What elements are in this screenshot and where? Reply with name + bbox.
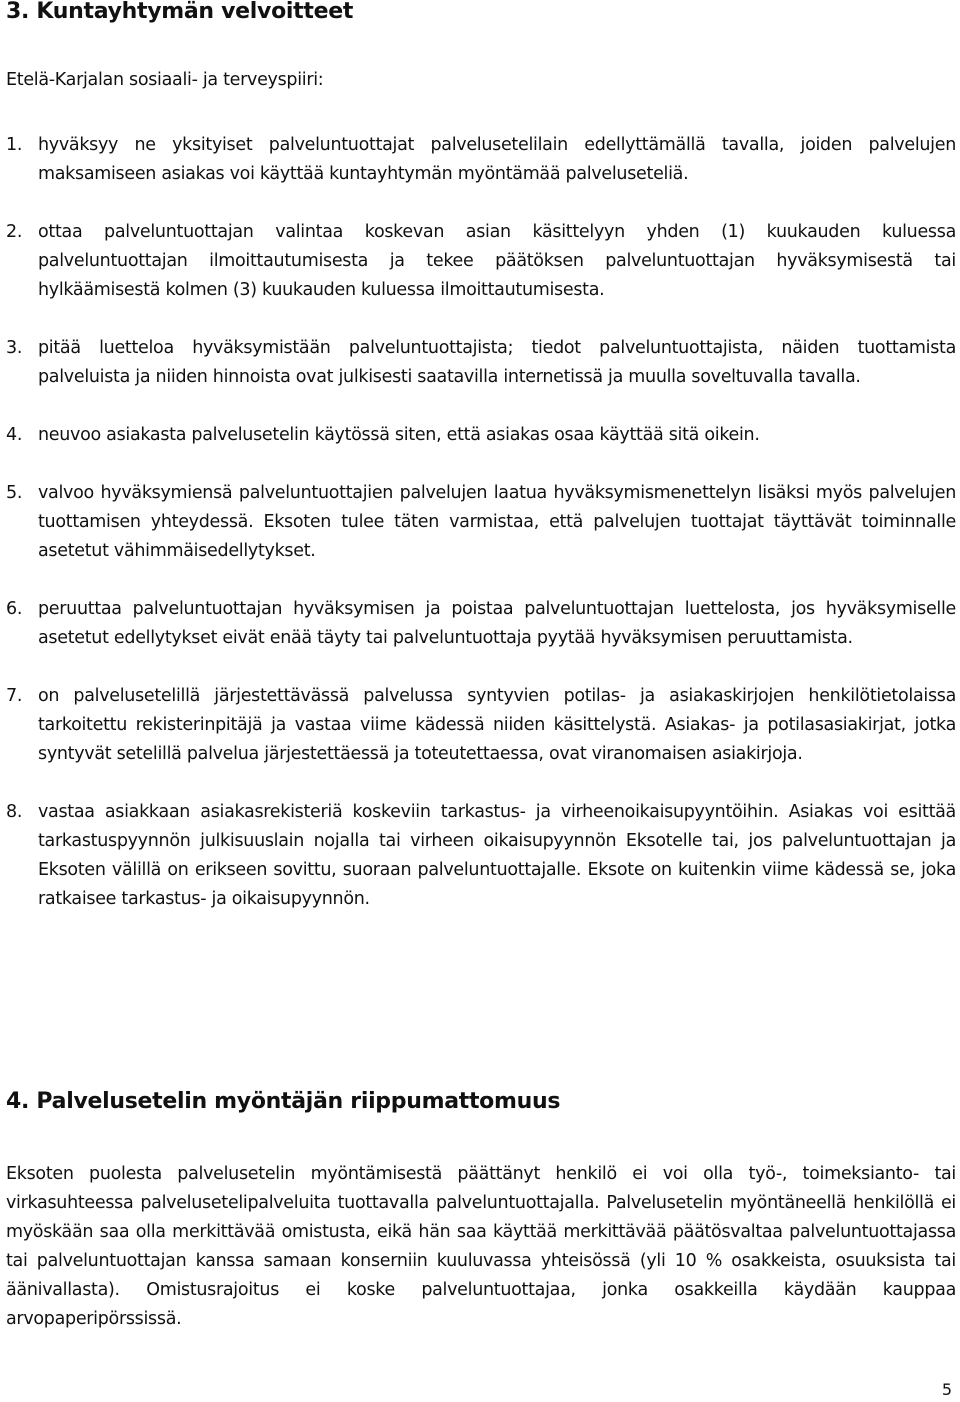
list-item-number: 3.	[6, 338, 23, 358]
list-item	[6, 131, 956, 189]
list-item-text: pitää luetteloa hyväksymistään palveluntuottajista; tiedot palveluntuottajista, näiden tuottamista palveluista ja niiden hinnoista ovat julkisesti saatavilla internetissä ja muulla soveltuvalla tavalla.	[38, 338, 956, 387]
list-item-text: on palvelusetelillä järjestettävässä palvelussa syntyvien potilas- ja asiakaskirjojen henkilötietolaissa tarkoitettu rekisterinpitäjä ja vastaa viime kädessä niiden käsittelystä. Asiakas- ja potilasasiakirjat, jotka syntyvät setelillä palvelua järjestettäessä ja toteutettaessa, ovat viranomaisen asiakirjoja.	[38, 686, 956, 764]
list-item-number: 7.	[6, 686, 23, 706]
list-item-text: hyväksyy ne yksityiset palveluntuottajat palvelusetelilain edellyttämällä tavalla, joiden palvelujen maksamiseen asiakas voi käyttää kuntayhtymän myöntämää palveluseteliä.	[38, 135, 956, 184]
list-item-text: neuvoo asiakasta palvelusetelin käytössä siten, että asiakas osaa käyttää sitä oikein.	[38, 425, 760, 445]
list-item-number: 4.	[6, 425, 23, 445]
list-item	[6, 334, 956, 392]
list-item-text: valvoo hyväksymiensä palveluntuottajien palvelujen laatua hyväksymismenettelyn lisäksi myös palvelujen tuottamisen yhteydessä. Eksoten tulee täten varmistaa, että palvelujen tuottajat täyttävät toiminnalle asetetut vähimmäisedellytykset.	[38, 483, 956, 561]
list-item	[6, 682, 956, 769]
list-item-text: vastaa asiakkaan asiakasrekisteriä koskeviin tarkastus- ja virheenoikaisupyyntöihin. Asiakas voi esittää tarkastuspyynnön julkisuuslain nojalla tai virheen oikaisupyynnön Eksotelle tai, jos palveluntuottajan ja Eksoten välillä on erikseen sovittu, suoraan palveluntuottajalle. Eksote on kuitenkin viime kädessä se, joka ratkaisee tarkastus- ja oikaisupyynnön.	[38, 802, 956, 909]
list-item-number: 1.	[6, 135, 23, 155]
list-item	[6, 798, 956, 914]
obligations-list	[6, 131, 956, 943]
list-item	[6, 479, 956, 566]
list-item-number: 5.	[6, 483, 23, 503]
list-item-text: ottaa palveluntuottajan valintaa koskevan asian käsittelyyn yhden (1) kuukauden kuluessa palveluntuottajan ilmoittautumisesta ja tekee päätöksen palveluntuottajan hyväksymisestä tai hylkäämisestä kolmen (3) kuukauden kuluessa ilmoittautumisesta.	[38, 222, 956, 300]
section-4-paragraph: Eksoten puolesta palvelusetelin myöntämisestä päättänyt henkilö ei voi olla työ-, toimeksianto- tai virkasuhteessa palvelusetelipalveluita tuottavalla palveluntuottajalla. Palvelusetelin myöntäneellä henkilöllä ei myöskään saa olla merkittävää omistusta, eikä hän saa käyttää merkittävää päätösvaltaa palveluntuottajassa tai palveluntuottajan kanssa samaan konserniin kuuluvassa yhteisössä (yli 10 % osakkeista, osuuksista tai äänivallasta). Omistusrajoitus ei koske palveluntuottajaa, jonka osakkeilla käydään kauppaa arvopaperipörssissä.	[6, 1164, 956, 1329]
list-item-text: peruuttaa palveluntuottajan hyväksymisen ja poistaa palveluntuottajan luettelosta, jos hyväksymiselle asetetut edellytykset eivät enää täyty tai palveluntuottaja pyytää hyväksymisen peruuttamista.	[38, 599, 956, 648]
list-item	[6, 595, 956, 653]
list-item-number: 2.	[6, 222, 23, 242]
section-3-intro: Etelä-Karjalan sosiaali- ja terveyspiiri:	[6, 70, 324, 90]
page-number: 5	[941, 1380, 952, 1399]
section-3-heading: 3. Kuntayhtymän velvoitteet	[6, 0, 354, 24]
list-item-number: 8.	[6, 802, 23, 822]
list-item	[6, 218, 956, 305]
list-item-number: 6.	[6, 599, 23, 619]
list-item	[6, 421, 956, 450]
section-4-heading: 4. Palvelusetelin myöntäjän riippumattomuus	[6, 1089, 561, 1114]
